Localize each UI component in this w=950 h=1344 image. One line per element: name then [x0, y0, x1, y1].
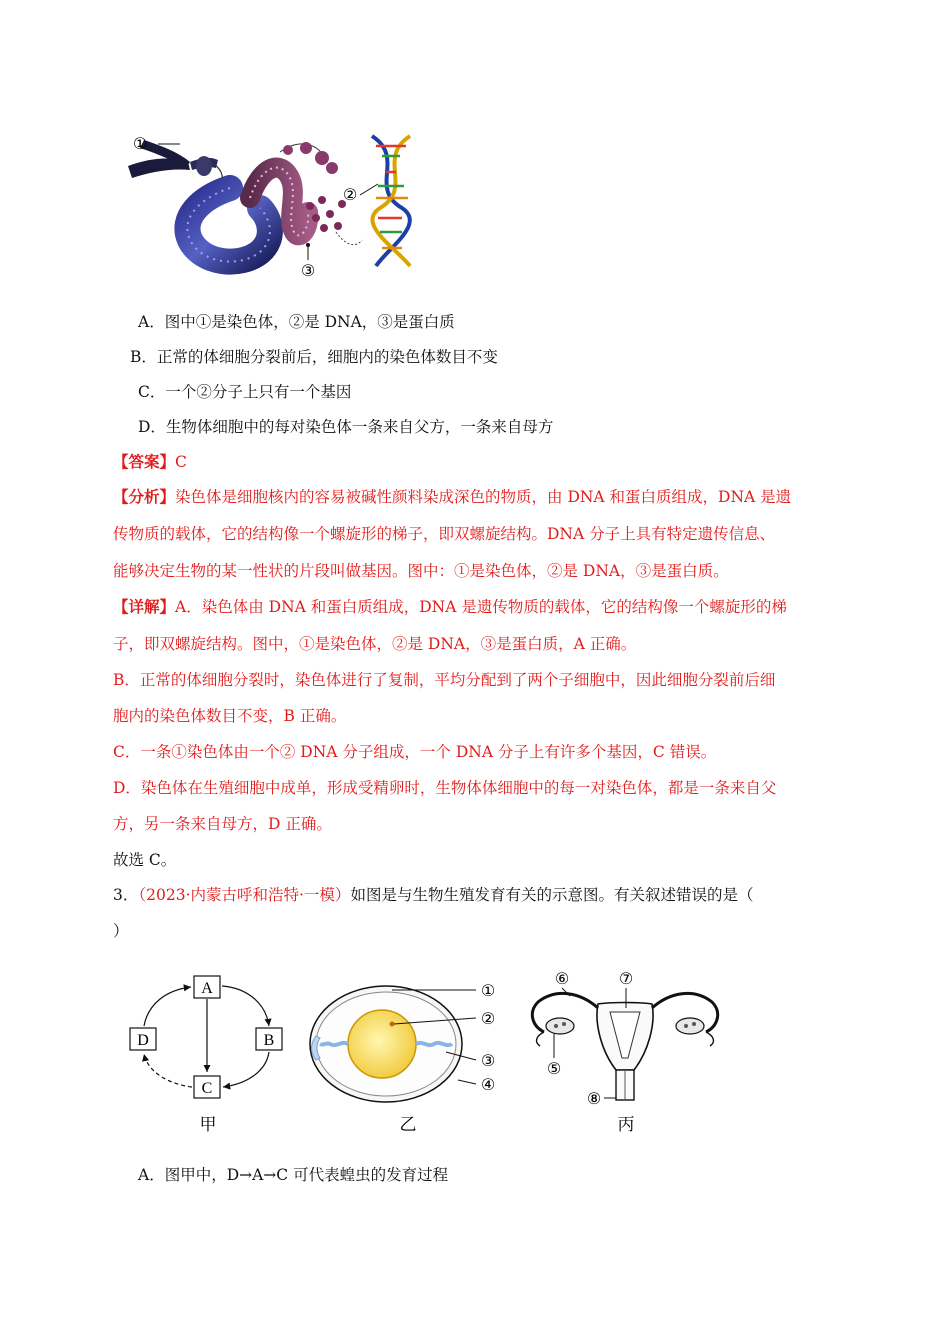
egg-yolk — [348, 1010, 416, 1078]
arrow-d-to-a — [144, 987, 191, 1026]
detail-line-2: 子，即双螺旋结构。图中，①是染色体，②是 DNA，③是蛋白质，A 正确。 — [113, 635, 637, 653]
analysis-line-3: 能够决定生物的某一性状的片段叫做基因。图中：①是染色体，②是 DNA，③是蛋白质。 — [113, 562, 729, 580]
question3-number: 3． — [113, 886, 139, 904]
yi-label-1: ① — [480, 981, 496, 1000]
figure-bing-reproductive — [520, 962, 732, 1140]
bing-label-8: ⑧ — [586, 1089, 602, 1108]
detail-line-3: B．正常的体细胞分裂时，染色体进行了复制，平均分配到了两个子细胞中，因此细胞分裂前后细 — [113, 671, 776, 689]
jia-caption: 甲 — [199, 1115, 217, 1135]
detail-text-1: A．染色体由 DNA 和蛋白质组成，DNA 是遗传物质的载体，它的结构像一个螺旋形的梯 — [175, 598, 787, 616]
detail-tag: 【详解】 — [113, 597, 176, 616]
jia-node-d: D — [137, 1032, 149, 1049]
bing-label-6: ⑥ — [554, 969, 570, 988]
jia-node-a: A — [201, 980, 213, 997]
jia-node-b: B — [263, 1032, 275, 1049]
figure1-label-1: ① — [132, 134, 148, 153]
figure1-label-2: ② — [342, 185, 358, 204]
figure-jia-lifecycle — [120, 968, 300, 1140]
bing-label-5: ⑤ — [546, 1059, 562, 1078]
answer-line — [113, 451, 187, 473]
question3-text: 如图是与生物生殖发育有关的示意图。有关叙述错误的是（ — [350, 886, 754, 904]
figure-yi-egg — [306, 980, 506, 1140]
figure1-label-3: ③ — [300, 261, 316, 280]
detail-line-4: 胞内的染色体数目不变，B 正确。 — [113, 707, 347, 725]
analysis-tag: 【分析】 — [113, 487, 176, 506]
analysis-line-1 — [113, 486, 791, 508]
yi-caption: 乙 — [399, 1115, 417, 1135]
detail-line-5: C．一条①染色体由一个② DNA 分子组成，一个 DNA 分子上有许多个基因，C 错误。 — [113, 743, 717, 761]
jia-node-c: C — [201, 1080, 213, 1097]
question3-stem — [113, 884, 753, 906]
yi-label-2: ② — [480, 1009, 496, 1028]
dna-helix-shape — [372, 136, 410, 266]
detail-line-6: D．染色体在生殖细胞中成单，形成受精卵时，生物体体细胞中的每一对染色体，都是一条来自父 — [113, 779, 777, 797]
option-b: B．正常的体细胞分裂前后，细胞内的染色体数目不变 — [130, 348, 498, 366]
question3-stem-end: ） — [113, 922, 129, 940]
analysis-line-2: 传物质的载体，它的结构像一个螺旋形的梯子，即双螺旋结构。DNA 分子上具有特定遗传信息、 — [113, 525, 776, 543]
yi-label-3: ③ — [480, 1051, 496, 1070]
option-a: A．图中①是染色体，②是 DNA，③是蛋白质 — [138, 313, 455, 331]
option-d: D．生物体细胞中的每对染色体一条来自父方，一条来自母方 — [138, 418, 554, 436]
bing-label-7: ⑦ — [618, 969, 634, 988]
arrow-a-to-b — [222, 986, 269, 1026]
yi-label-4: ④ — [480, 1075, 496, 1094]
bing-caption: 丙 — [617, 1115, 635, 1135]
arrow-c-to-d — [144, 1054, 192, 1087]
analysis-text-1: 染色体是细胞核内的容易被碱性颜料染成深色的物质，由 DNA 和蛋白质组成，DNA 是遗 — [175, 488, 792, 506]
detail-line-1 — [113, 596, 787, 618]
answer-value: C — [175, 453, 187, 471]
question3-option-a: A．图甲中，D→A→C 可代表蝗虫的发育过程 — [138, 1166, 449, 1184]
question3-source: （2023·内蒙古呼和浩特·一模） — [138, 886, 351, 904]
answer-tag: 【答案】 — [113, 452, 176, 471]
arrow-b-to-c — [223, 1052, 269, 1087]
option-c: C．一个②分子上只有一个基因 — [138, 383, 352, 401]
chromosome-dna-figure — [110, 128, 430, 280]
detail-line-7: 方，另一条来自母方，D 正确。 — [113, 815, 332, 833]
conclusion: 故选 C。 — [113, 851, 177, 869]
